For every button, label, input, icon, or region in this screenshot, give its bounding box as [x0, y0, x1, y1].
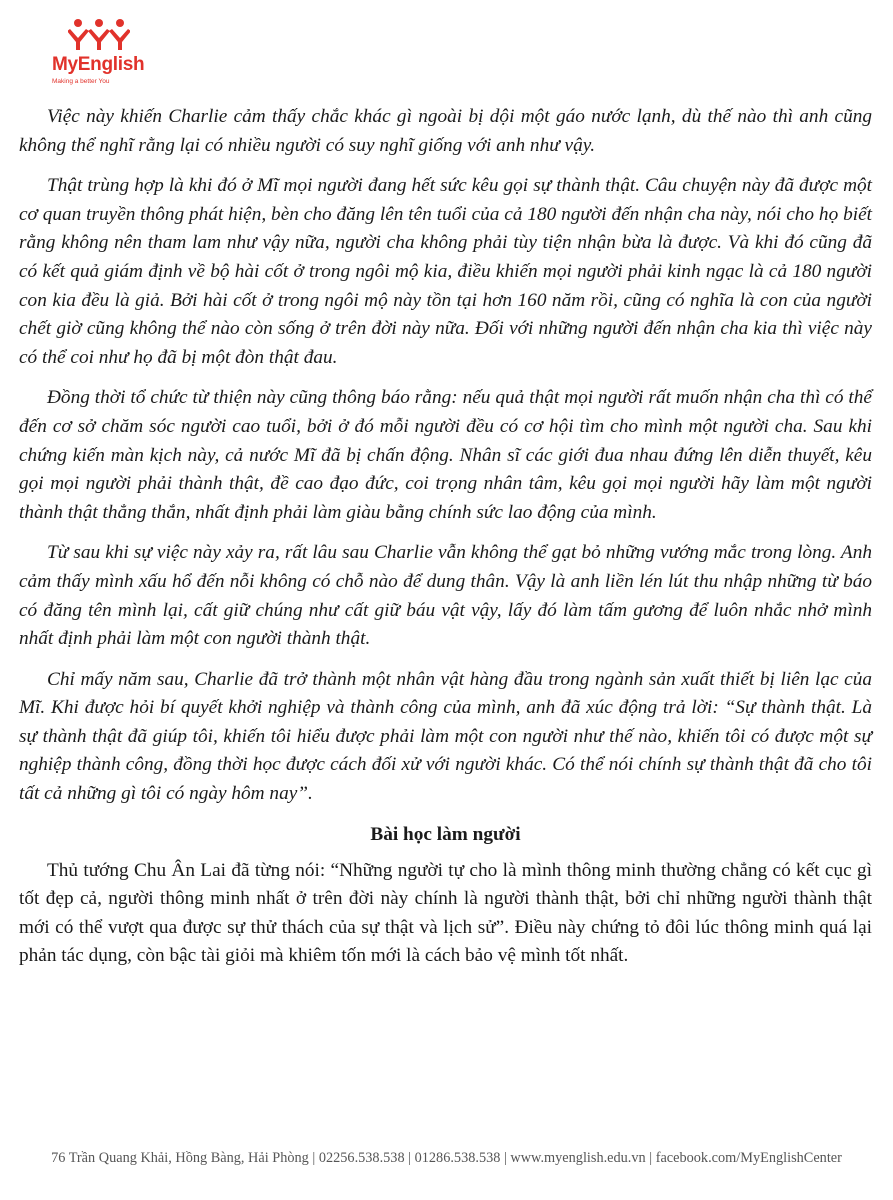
document-body — [19, 103, 872, 983]
page-footer: 76 Trần Quang Khải, Hồng Bàng, Hải Phòng | 02256.538.538 | 01286.538.538 | www.myenglish.edu.vn | facebook.com/MyEnglishCenter — [51, 1150, 842, 1166]
brand-logo — [46, 18, 156, 88]
brand-name: MyEnglish — [52, 54, 145, 75]
paragraph-2: Thật trùng hợp là khi đó ở Mĩ mọi người đang hết sức kêu gọi sự thành thật. Câu chuyện này đã được một cơ quan truyền thông phát hiện, bèn cho đăng lên tên tuổi của cả 180 người đến nhận cha này, nói cho họ biết rằng không nên tham lam như vậy nữa, người cha không phải tùy tiện nhận bừa là được. Và khi đó cũng đã có kết quả giám định về bộ hài cốt ở trong ngôi mộ kia, điều khiến mọi người phải kinh ngạc là cả 180 người con kia đều là giả. Bởi hài cốt ở trong ngôi mộ này tồn tại hơn 160 năm rồi, cũng có nghĩa là con của người chết giờ cũng không thể nào còn sống ở trên đời này nữa. Đối với những người đến nhận cha kia thì việc này có thể coi như họ đã bị một đòn thật đau. — [19, 175, 872, 368]
three-people-logo-icon — [68, 18, 130, 50]
lesson-paragraph: Thủ tướng Chu Ân Lai đã từng nói: “Những người tự cho là mình thông minh thường chẳng có kết cục gì tốt đẹp cả, người thông minh nhất ở trên đời này chính là người thành thật, bởi chỉ những người thành thật mới có thể vượt qua được sự thử thách của sự thật và lịch sử”. Điều này chứng tỏ đôi lúc thông minh quá lại phản tác dụng, còn bậc tài giỏi mà khiêm tốn mới là cách bảo vệ mình tốt nhất. — [19, 859, 872, 967]
paragraph-4: Từ sau khi sự việc này xảy ra, rất lâu sau Charlie vẫn không thể gạt bỏ những vướng mắc trong lòng. Anh cảm thấy mình xấu hổ đến nỗi không có chỗ nào để dung thân. Vậy là anh liền lén lút thu nhập những từ báo có đăng tên mình lại, cất giữ chúng như cất giữ báu vật vậy, lấy đó làm tấm gương để luôn nhắc nhở mình nhất định phải làm một con người thành thật. — [19, 542, 872, 650]
paragraph-5: Chỉ mấy năm sau, Charlie đã trở thành một nhân vật hàng đầu trong ngành sản xuất thiết bị liên lạc của Mĩ. Khi được hỏi bí quyết khởi nghiệp và thành công của mình, anh đã xúc động trả lời: “Sự thành thật. Là sự thành thật đã giúp tôi, khiến tôi hiểu được phải làm một con người như thế nào, khiến tôi có được một sự nghiệp thành công, đồng thời học được cách đối xử với người khác. Có thể nói chính sự thành thật đã cho tôi tất cả những gì tôi có ngày hôm nay”. — [19, 668, 872, 805]
lesson-heading: Bài học làm người — [370, 823, 521, 845]
paragraph-3: Đồng thời tổ chức từ thiện này cũng thông báo rằng: nếu quả thật mọi người rất muốn nhận cha thì có thể đến cơ sở chăm sóc người cao tuổi, bởi ở đó mỗi người đều có cơ hội tìm cho mình một người cha. Sau khi chứng kiến màn kịch này, cả nước Mĩ đã bị chấn động. Nhân sĩ các giới đua nhau đứng lên diễn thuyết, kêu gọi mọi người phải thành thật, đề cao đạo đức, coi trọng nhân tâm, kêu gọi mọi người hãy làm một người thành thật thẳng thắn, nhất định phải làm giàu bằng chính sức lao động của mình. — [19, 387, 872, 523]
paragraph-1: Việc này khiến Charlie cảm thấy chắc khác gì ngoài bị dội một gáo nước lạnh, dù thế nào thì anh cũng không thể nghĩ rằng lại có nhiều người có suy nghĩ giống với anh như vậy. — [19, 106, 872, 156]
brand-tagline: Making a better You — [52, 78, 110, 85]
